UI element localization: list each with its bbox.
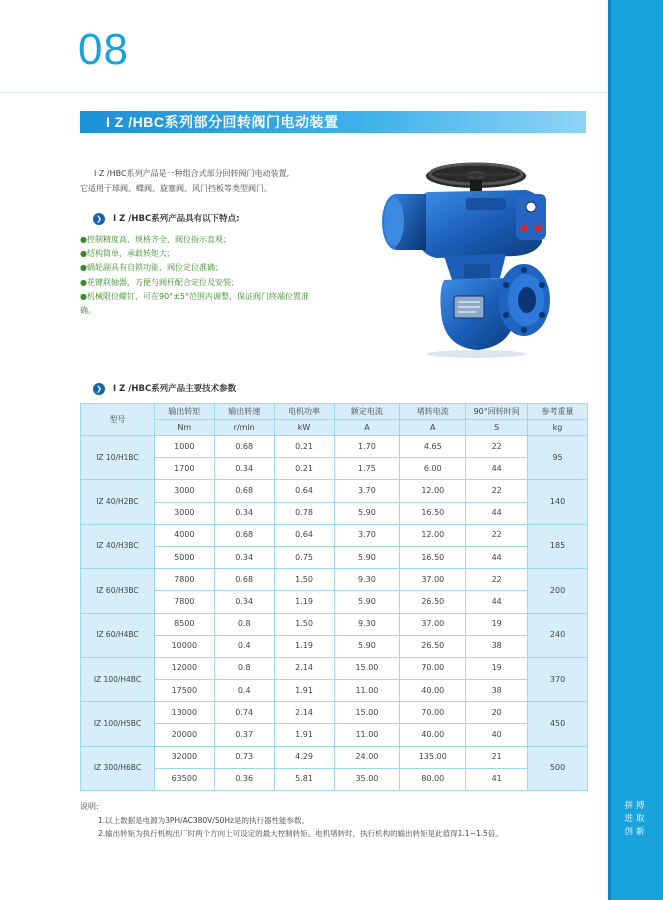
table-cell: 13000 (154, 702, 214, 724)
table-cell: 19 (466, 657, 528, 679)
table-row (81, 436, 588, 458)
table-cell: 0.64 (274, 524, 334, 546)
table-cell: 0.34 (214, 546, 274, 568)
slogan-line: 拼搏 (624, 801, 648, 811)
table-cell: 8500 (154, 613, 214, 635)
table-cell: 0.68 (214, 436, 274, 458)
table-cell: 15.00 (334, 702, 400, 724)
column-header: 堵转电流 (400, 404, 466, 420)
table-cell: 0.4 (214, 680, 274, 702)
table-cell: 38 (466, 680, 528, 702)
table-unit-row (81, 420, 588, 436)
table-row (81, 746, 588, 768)
list-item (80, 233, 315, 247)
table-cell: 44 (466, 591, 528, 613)
page-number: 08 (78, 25, 129, 74)
table-row (81, 702, 588, 724)
table-cell: 16.50 (400, 502, 466, 524)
bullet-icon: ● (80, 263, 87, 273)
notes-section (80, 800, 600, 841)
table-cell: 12000 (154, 657, 214, 679)
table-row (81, 768, 588, 790)
table-cell: 1.91 (274, 724, 334, 746)
table-cell: 1.50 (274, 613, 334, 635)
table-cell: 11.00 (334, 680, 400, 702)
table-cell: 9.30 (334, 613, 400, 635)
column-header: 电机功率 (274, 404, 334, 420)
table-cell: 7800 (154, 569, 214, 591)
weight-cell: 450 (528, 702, 588, 746)
weight-cell: 240 (528, 613, 588, 657)
model-cell: IZ 300/H6BC (81, 746, 155, 790)
column-header: 额定电流 (334, 404, 400, 420)
table-row (81, 680, 588, 702)
table-row (81, 613, 588, 635)
table-cell: 1000 (154, 436, 214, 458)
table-heading (93, 383, 236, 395)
column-header-weight: 参考重量 (528, 404, 588, 420)
table-cell: 22 (466, 480, 528, 502)
table-cell: 5.90 (334, 635, 400, 657)
table-heading-text: I Z /HBC系列产品主要技术参数 (113, 384, 237, 394)
column-header: 输出转速 (214, 404, 274, 420)
feature-text: 控制精度高，规格齐全，阀位指示直观； (86, 235, 231, 244)
table-cell: 0.34 (214, 502, 274, 524)
chevron-right-icon: ❯ (93, 213, 105, 225)
table-cell: 22 (466, 524, 528, 546)
column-header: 输出转矩 (154, 404, 214, 420)
list-item (80, 290, 315, 318)
table-cell: 5.90 (334, 591, 400, 613)
slogan-line: 创新 (624, 827, 648, 837)
top-divider (0, 92, 608, 93)
table-cell: 1.50 (274, 569, 334, 591)
table-cell: 19 (466, 613, 528, 635)
table-cell: 40.00 (400, 724, 466, 746)
intro-line: 它适用于球阀、蝶阀、旋塞阀、风门挡板等类型阀门。 (80, 184, 272, 193)
table-cell: 22 (466, 569, 528, 591)
table-cell: 35.00 (334, 768, 400, 790)
feature-text: 机械限位螺钉，可在90°±5°范围内调整，保证阀门终端位置准确。 (80, 291, 309, 316)
features-heading (93, 213, 240, 225)
weight-cell: 95 (528, 436, 588, 480)
slogan-line: 进取 (624, 814, 648, 824)
model-cell: IZ 60/H4BC (81, 613, 155, 657)
table-cell: 40 (466, 724, 528, 746)
table-cell: 12.00 (400, 480, 466, 502)
table-cell: 44 (466, 458, 528, 480)
table-cell: 1.91 (274, 680, 334, 702)
table-cell: 5.90 (334, 546, 400, 568)
table-cell: 32000 (154, 746, 214, 768)
table-cell: 0.4 (214, 635, 274, 657)
column-unit: Nm (154, 420, 214, 436)
table-cell: 11.00 (334, 724, 400, 746)
table-cell: 20000 (154, 724, 214, 746)
side-slogan (614, 800, 658, 839)
table-cell: 2.14 (274, 657, 334, 679)
bullet-icon: ● (80, 235, 87, 244)
feature-text: 结构简单，承载转矩大； (86, 249, 175, 259)
bullet-icon: ● (80, 249, 87, 259)
list-item (80, 261, 315, 275)
table-cell: 0.8 (214, 657, 274, 679)
table-cell: 0.21 (274, 458, 334, 480)
intro-paragraph (80, 166, 360, 196)
notes-title: 说明: (80, 802, 99, 811)
table-cell: 0.8 (214, 613, 274, 635)
table-cell: 24.00 (334, 746, 400, 768)
table-cell: 4000 (154, 524, 214, 546)
table-cell: 135.00 (400, 746, 466, 768)
table-cell: 1.70 (334, 436, 400, 458)
column-unit: A (334, 420, 400, 436)
table-cell: 70.00 (400, 657, 466, 679)
table-cell: 3000 (154, 502, 214, 524)
column-header-model: 型号 (81, 404, 155, 436)
table-cell: 7800 (154, 591, 214, 613)
table-cell: 63500 (154, 768, 214, 790)
table-cell: 9.30 (334, 569, 400, 591)
spec-table (80, 403, 588, 791)
weight-cell: 370 (528, 657, 588, 701)
table-cell: 5.81 (274, 768, 334, 790)
table-cell: 26.50 (400, 635, 466, 657)
table-cell: 1.19 (274, 591, 334, 613)
column-header: 90°回转时间 (466, 404, 528, 420)
table-cell: 80.00 (400, 768, 466, 790)
table-cell: 6.00 (400, 458, 466, 480)
table-cell: 0.68 (214, 524, 274, 546)
table-cell: 44 (466, 546, 528, 568)
table-cell: 15.00 (334, 657, 400, 679)
table-cell: 0.21 (274, 436, 334, 458)
table-cell: 37.00 (400, 569, 466, 591)
table-cell: 1.19 (274, 635, 334, 657)
intro-line: I Z /HBC系列产品是一种组合式部分回转阀门电动装置, (94, 169, 290, 178)
table-cell: 17500 (154, 680, 214, 702)
table-row (81, 546, 588, 568)
feature-text: 蜗轮副具有自锁功能，阀位定位准确； (86, 263, 223, 273)
table-cell: 70.00 (400, 702, 466, 724)
table-cell: 4.65 (400, 436, 466, 458)
section-title-bar (80, 111, 586, 133)
weight-cell: 500 (528, 746, 588, 790)
note-item: 2.输出转矩为执行机构出厂时两个方向上可设定的最大控制转矩。电机堵转时，执行机构的输出转矩是此值得1.1~1.5倍。 (98, 829, 503, 838)
table-cell: 41 (466, 768, 528, 790)
table-cell: 0.64 (274, 480, 334, 502)
model-cell: IZ 40/H3BC (81, 524, 155, 568)
list-item (80, 276, 315, 290)
table-cell: 10000 (154, 635, 214, 657)
column-unit: A (400, 420, 466, 436)
right-decorative-band (608, 0, 663, 900)
table-cell: 4.29 (274, 746, 334, 768)
table-cell: 5.90 (334, 502, 400, 524)
table-row (81, 569, 588, 591)
bullet-icon: ● (80, 291, 87, 301)
table-cell: 12.00 (400, 524, 466, 546)
note-item: 1.以上数据是电源为3PH/AC380V/50Hz是的执行器性能参数。 (98, 815, 309, 825)
model-cell: IZ 60/H3BC (81, 569, 155, 613)
chevron-right-icon: ❯ (93, 383, 105, 395)
table-row (81, 458, 588, 480)
feature-text: 花键联轴器，方便与阀杆配合定位及安装； (86, 277, 239, 287)
table-cell: 0.37 (214, 724, 274, 746)
table-cell: 40.00 (400, 680, 466, 702)
table-cell: 22 (466, 436, 528, 458)
list-item (80, 247, 315, 261)
table-cell: 0.73 (214, 746, 274, 768)
table-row (81, 480, 588, 502)
weight-cell: 140 (528, 480, 588, 524)
table-cell: 1700 (154, 458, 214, 480)
table-cell: 1.75 (334, 458, 400, 480)
table-cell: 0.68 (214, 480, 274, 502)
table-row (81, 524, 588, 546)
column-unit: r/min (214, 420, 274, 436)
table-cell: 20 (466, 702, 528, 724)
table-cell: 37.00 (400, 613, 466, 635)
table-row (81, 502, 588, 524)
table-cell: 0.74 (214, 702, 274, 724)
table-header-row (81, 404, 588, 420)
table-cell: 0.34 (214, 458, 274, 480)
bullet-icon: ● (80, 277, 87, 287)
table-cell: 16.50 (400, 546, 466, 568)
model-cell: IZ 100/H4BC (81, 657, 155, 701)
table-cell: 2.14 (274, 702, 334, 724)
section-title: I Z /HBC系列部分回转阀门电动装置 (106, 114, 339, 130)
table-cell: 5000 (154, 546, 214, 568)
table-cell: 3.70 (334, 524, 400, 546)
weight-cell: 200 (528, 569, 588, 613)
table-cell: 21 (466, 746, 528, 768)
features-list (80, 233, 315, 318)
model-cell: IZ 40/H2BC (81, 480, 155, 524)
column-unit: S (466, 420, 528, 436)
table-cell: 0.68 (214, 569, 274, 591)
table-row (81, 591, 588, 613)
table-cell: 3000 (154, 480, 214, 502)
column-unit-weight: kg (528, 420, 588, 436)
features-heading-text: I Z /HBC系列产品具有以下特点: (113, 214, 240, 224)
table-cell: 38 (466, 635, 528, 657)
table-row (81, 724, 588, 746)
table-cell: 0.36 (214, 768, 274, 790)
weight-cell: 185 (528, 524, 588, 568)
table-cell: 26.50 (400, 591, 466, 613)
table-cell: 44 (466, 502, 528, 524)
electric-actuator-illustration (366, 150, 566, 358)
table-cell: 0.78 (274, 502, 334, 524)
table-cell: 0.75 (274, 546, 334, 568)
table-cell: 0.34 (214, 591, 274, 613)
column-unit: kW (274, 420, 334, 436)
model-cell: IZ 100/H5BC (81, 702, 155, 746)
model-cell: IZ 10/H1BC (81, 436, 155, 480)
table-row (81, 657, 588, 679)
table-cell: 3.70 (334, 480, 400, 502)
table-row (81, 635, 588, 657)
